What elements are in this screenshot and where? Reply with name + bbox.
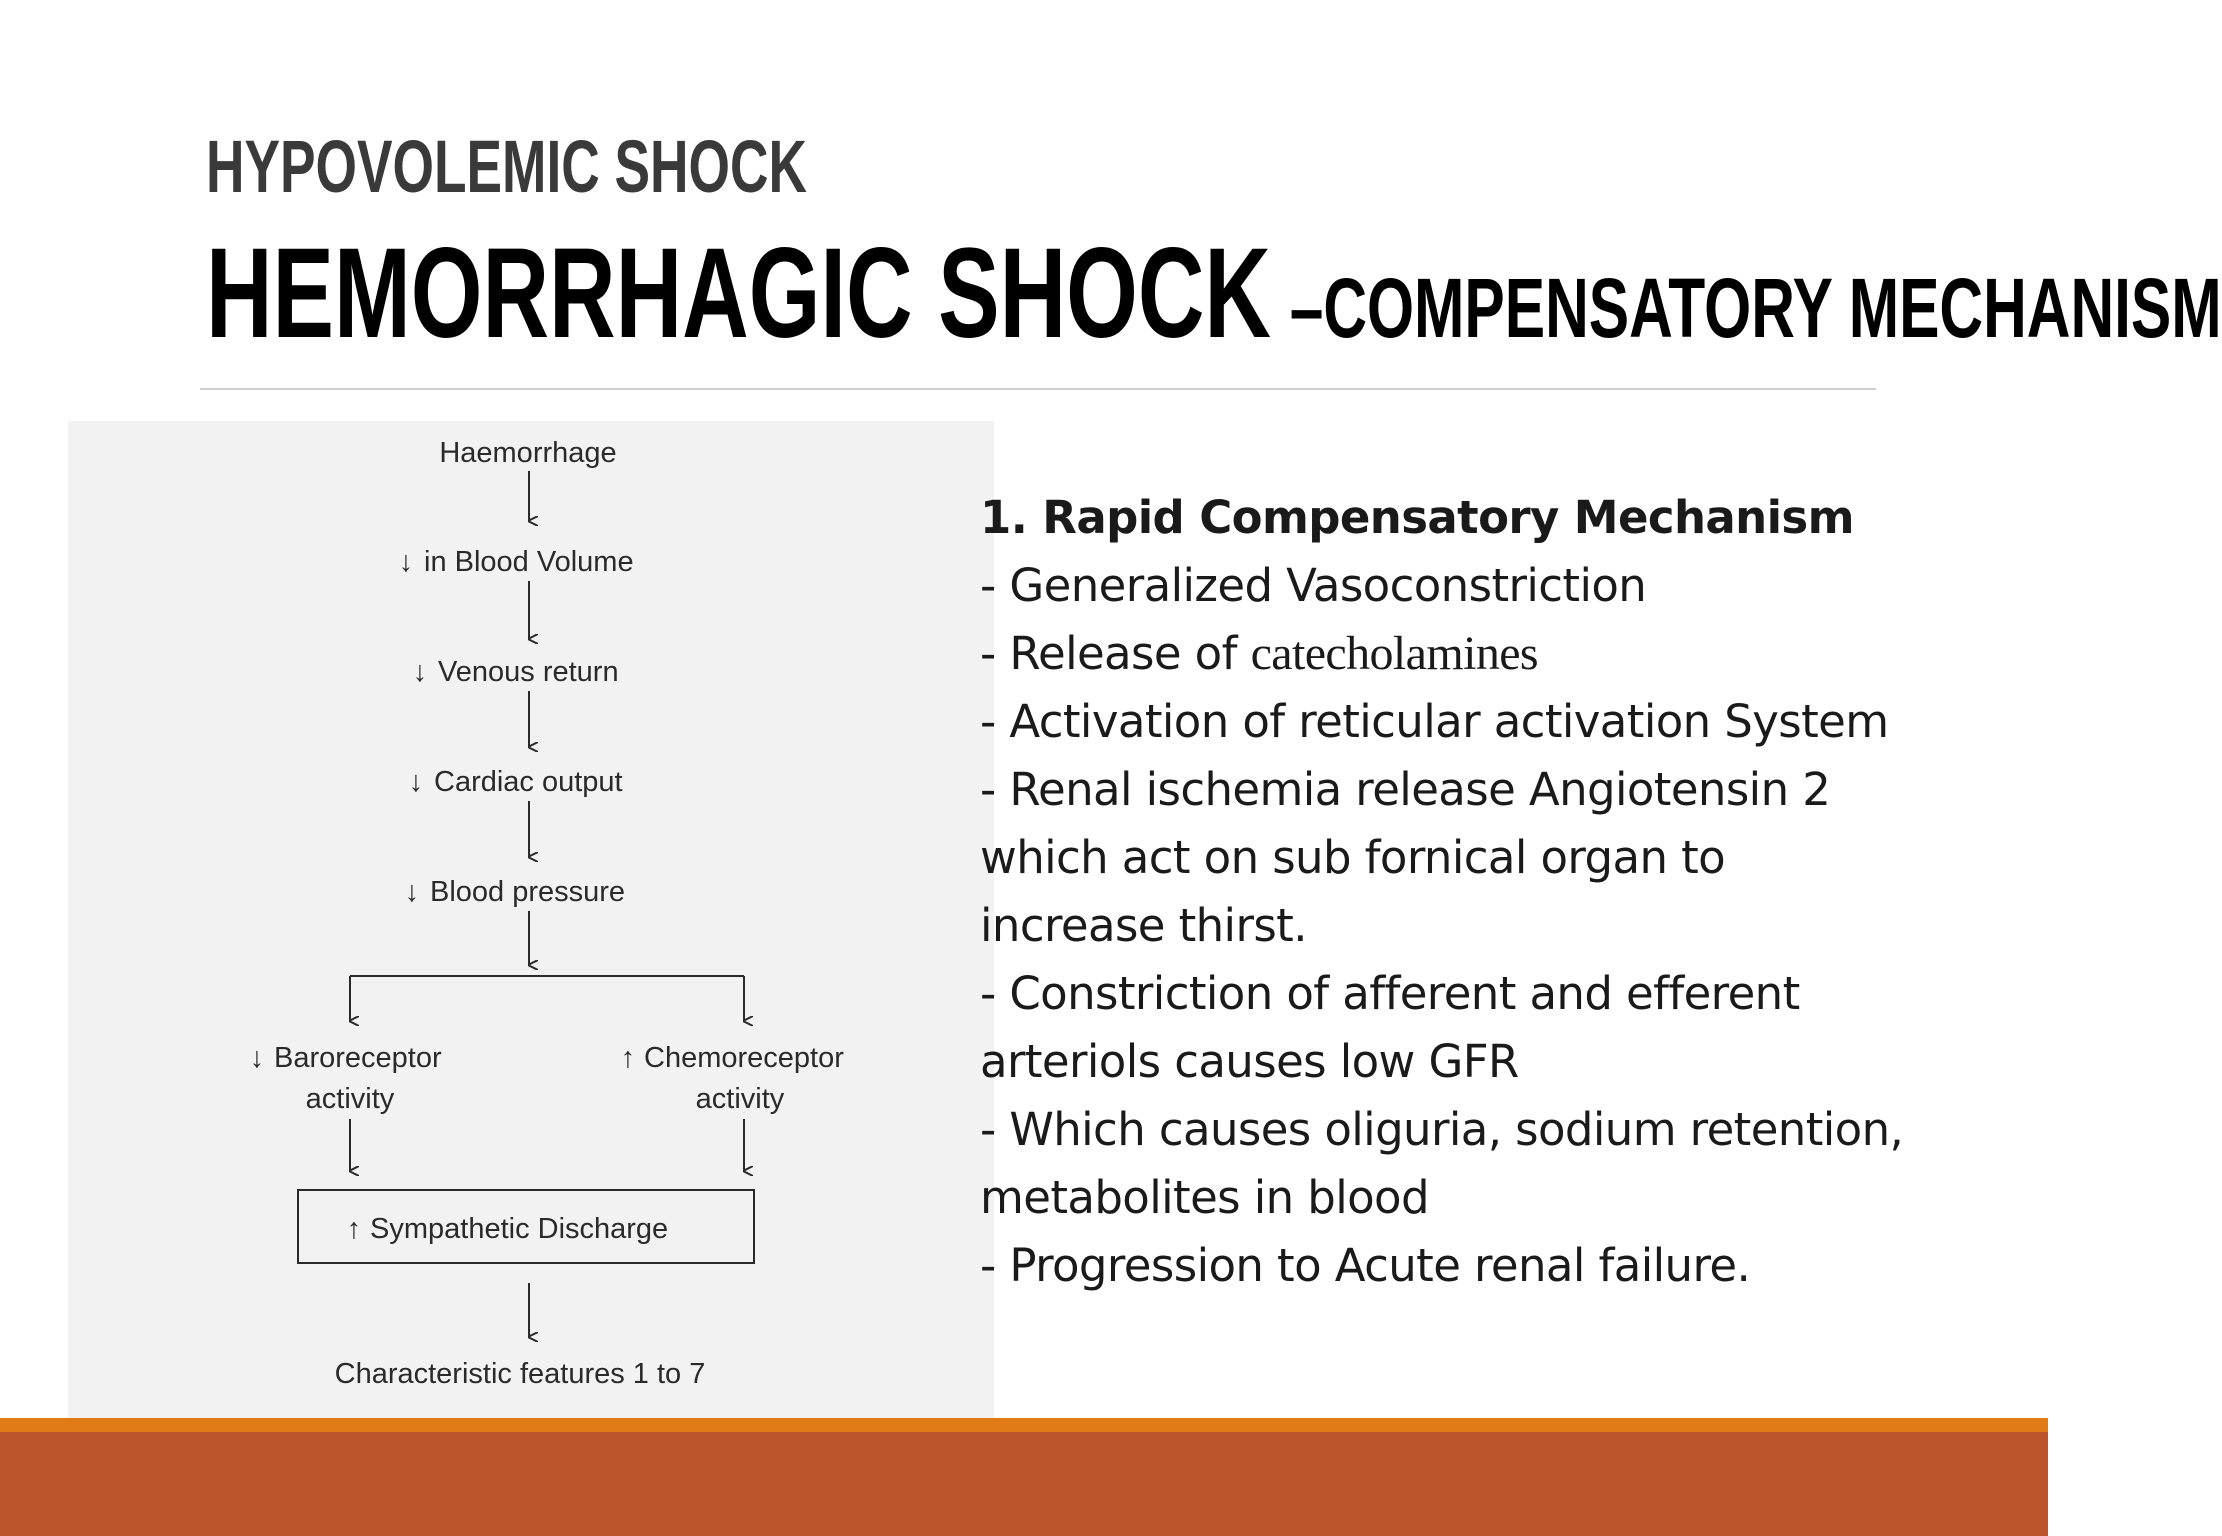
content-line-10: metabolites in blood xyxy=(980,1171,1429,1224)
node-blood-pressure-label: Blood pressure xyxy=(430,876,626,908)
slide-title-dash: – xyxy=(1289,261,1324,355)
node-baroreceptor-label-2: activity xyxy=(305,1083,395,1115)
content-line-2-term: catecholamines xyxy=(1250,627,1539,680)
content-line-2-prefix: - Release of xyxy=(980,627,1251,680)
node-venous-return xyxy=(413,656,619,688)
down-arrow-glyph: ↓ xyxy=(249,1042,265,1074)
node-chemoreceptor-label-2: activity xyxy=(695,1083,785,1115)
node-blood-volume-label: in Blood Volume xyxy=(424,546,634,578)
content-line-1: - Generalized Vasoconstriction xyxy=(980,559,1647,612)
slide-title xyxy=(206,222,2222,365)
footer-band xyxy=(0,1432,2048,1536)
node-blood-pressure xyxy=(405,876,625,908)
content-line-11: - Progression to Acute renal failure. xyxy=(980,1239,1751,1292)
node-cardiac-output xyxy=(409,766,623,798)
content-heading: 1. Rapid Compensatory Mechanism xyxy=(980,491,1854,544)
node-characteristic-features: Characteristic features 1 to 7 xyxy=(334,1358,706,1390)
content-line-3: - Activation of reticular activation System xyxy=(980,695,1889,748)
content-line-9: - Which causes oliguria, sodium retention, xyxy=(980,1103,1904,1156)
slide-subtitle: HYPOVOLEMIC SHOCK xyxy=(206,125,807,208)
down-arrow-glyph: ↓ xyxy=(398,546,414,578)
footer-band-accent xyxy=(0,1418,2048,1432)
node-sympathetic xyxy=(347,1213,668,1245)
flowchart-svg xyxy=(68,421,994,1421)
content-text xyxy=(980,484,2020,1300)
content-line-4: - Renal ischemia release Angiotensin 2 xyxy=(980,763,1831,816)
node-baroreceptor xyxy=(250,1042,442,1115)
content-line-7: - Constriction of afferent and efferent xyxy=(980,967,1800,1020)
node-chemoreceptor xyxy=(621,1042,844,1115)
node-sympathetic-label: Sympathetic Discharge xyxy=(370,1213,669,1245)
node-cardiac-output-label: Cardiac output xyxy=(434,766,623,798)
down-arrow-glyph: ↓ xyxy=(408,766,424,798)
node-baroreceptor-label: Baroreceptor xyxy=(274,1042,442,1074)
content-line-8: arteriols causes low GFR xyxy=(980,1035,1519,1088)
flowchart-image xyxy=(68,421,994,1421)
up-arrow-glyph: ↑ xyxy=(620,1042,636,1074)
slide-title-main: HEMORRHAGIC SHOCK xyxy=(206,222,1271,365)
content-line-6: increase thirst. xyxy=(980,899,1307,952)
node-haemorrhage: Haemorrhage xyxy=(439,437,617,469)
title-block xyxy=(206,125,2222,365)
node-chemoreceptor-label: Chemoreceptor xyxy=(644,1042,844,1074)
node-blood-volume xyxy=(399,546,634,578)
slide-title-suffix: COMPENSATORY MECHANISM xyxy=(1323,261,2222,355)
content-line-5: which act on sub fornical organ to xyxy=(980,831,1726,884)
node-venous-return-label: Venous return xyxy=(438,656,619,688)
title-divider xyxy=(200,388,1876,390)
down-arrow-glyph: ↓ xyxy=(404,876,420,908)
content-line-2 xyxy=(980,620,2020,688)
down-arrow-glyph: ↓ xyxy=(412,656,428,688)
up-arrow-glyph: ↑ xyxy=(346,1213,362,1245)
